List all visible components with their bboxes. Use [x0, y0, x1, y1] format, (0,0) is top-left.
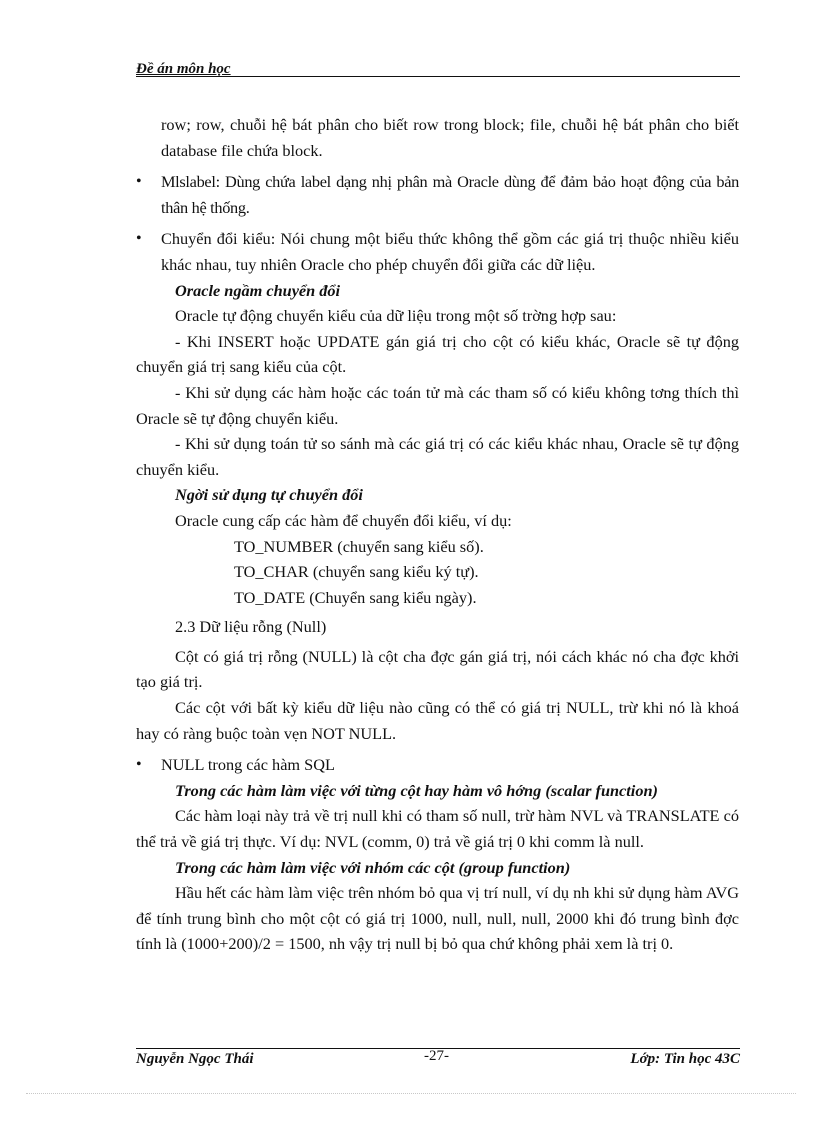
paragraph: - Khi sử dụng toán tử so sánh mà các giá trị có các kiểu khác nhau, Oracle sẽ tự động chuyển kiểu. — [136, 434, 739, 479]
header-title: Đề án môn học — [136, 61, 231, 77]
paragraph: Cột có giá trị rỗng (NULL) là cột cha đợc gán giá trị, nói cách khác nó cha đợc khởi tạo giá trị. — [136, 646, 739, 692]
paragraph: Oracle cung cấp các hàm để chuyển đổi kiểu, ví dụ: — [175, 510, 512, 530]
page-bottom-divider — [26, 1093, 796, 1094]
paragraph: Hầu hết các hàm làm việc trên nhóm bỏ qua vị trí null, ví dụ nh khi sử dụng hàm AVG để tính trung bình cho một cột có giá trị 1000, null, null, null, 2000 khi đó trung bình đợc tính là (1000+200)/2 = 1500, nh vậy trị null bị bỏ qua chứ không phải xem là trị 0. — [136, 883, 739, 954]
page-number: -27- — [424, 1048, 449, 1064]
paragraph: Oracle tự động chuyển kiểu của dữ liệu trong một số trờng hợp sau: — [175, 306, 617, 326]
page-content — [136, 112, 739, 957]
bullet-null-sql — [136, 752, 739, 778]
page-footer — [136, 1048, 740, 1067]
paragraph: - Khi INSERT hoặc UPDATE gán giá trị cho cột có kiểu khác, Oracle sẽ tự động chuyển giá trị sang kiểu của cột. — [136, 331, 739, 377]
page-header — [136, 58, 740, 77]
footer-class: Lớp: Tin học 43C — [630, 1051, 740, 1067]
paragraph-continuation: row; row, chuỗi hệ bát phân cho biết row trong block; file, chuỗi hệ bát phân cho biết database file chứa block. — [161, 115, 739, 160]
subheading-scalar-function: Trong các hàm làm việc với từng cột hay hàm vô hớng (scalar function) — [175, 780, 658, 800]
subheading-implicit-conversion: Oracle ngầm chuyển đổi — [175, 280, 341, 300]
bullet-text: Chuyển đổi kiểu: Nói chung một biểu thức không thể gồm các giá trị thuộc nhiều kiểu khác nhau, tuy nhiên Oracle cho phép chuyển đổi giữa các dữ liệu. — [161, 229, 739, 274]
footer-author: Nguyễn Ngọc Thái — [136, 1051, 254, 1067]
bullet-icon: • — [136, 230, 142, 248]
bullet-text: NULL trong các hàm SQL — [161, 755, 335, 775]
function-item: TO_DATE (Chuyển sang kiểu ngày). — [234, 587, 477, 607]
function-item: TO_NUMBER (chuyển sang kiểu số). — [234, 536, 484, 556]
function-item: TO_CHAR (chuyển sang kiểu ký tự). — [234, 562, 479, 582]
bullet-icon: • — [136, 173, 142, 191]
bullet-mlslabel — [136, 169, 739, 220]
bullet-type-conversion — [136, 226, 739, 277]
bullet-text: Mlslabel: Dùng chứa label dạng nhị phân mà Oracle dùng để đảm bảo hoạt động của bản thân hệ thống. — [161, 172, 739, 217]
subheading-explicit-conversion: Ngời sử dụng tự chuyển đổi — [175, 485, 363, 505]
section-heading: 2.3 Dữ liệu rỗng (Null) — [175, 617, 327, 637]
paragraph: - Khi sử dụng các hàm hoặc các toán tử mà các tham số có kiểu không tơng thích thì Oracle sẽ tự động chuyển kiểu. — [136, 382, 739, 428]
subheading-group-function: Trong các hàm làm việc với nhóm các cột (group function) — [175, 857, 571, 877]
paragraph: Các hàm loại này trả về trị null khi có tham số null, trừ hàm NVL và TRANSLATE có thể trả về giá trị thực. Ví dụ: NVL (comm, 0) trả về giá trị 0 khi comm là null. — [136, 806, 739, 852]
bullet-icon: • — [136, 756, 142, 774]
paragraph: Các cột với bất kỳ kiểu dữ liệu nào cũng có thể có giá trị NULL, trừ khi nó là khoá hay có ràng buộc toàn vẹn NOT NULL. — [136, 698, 739, 743]
